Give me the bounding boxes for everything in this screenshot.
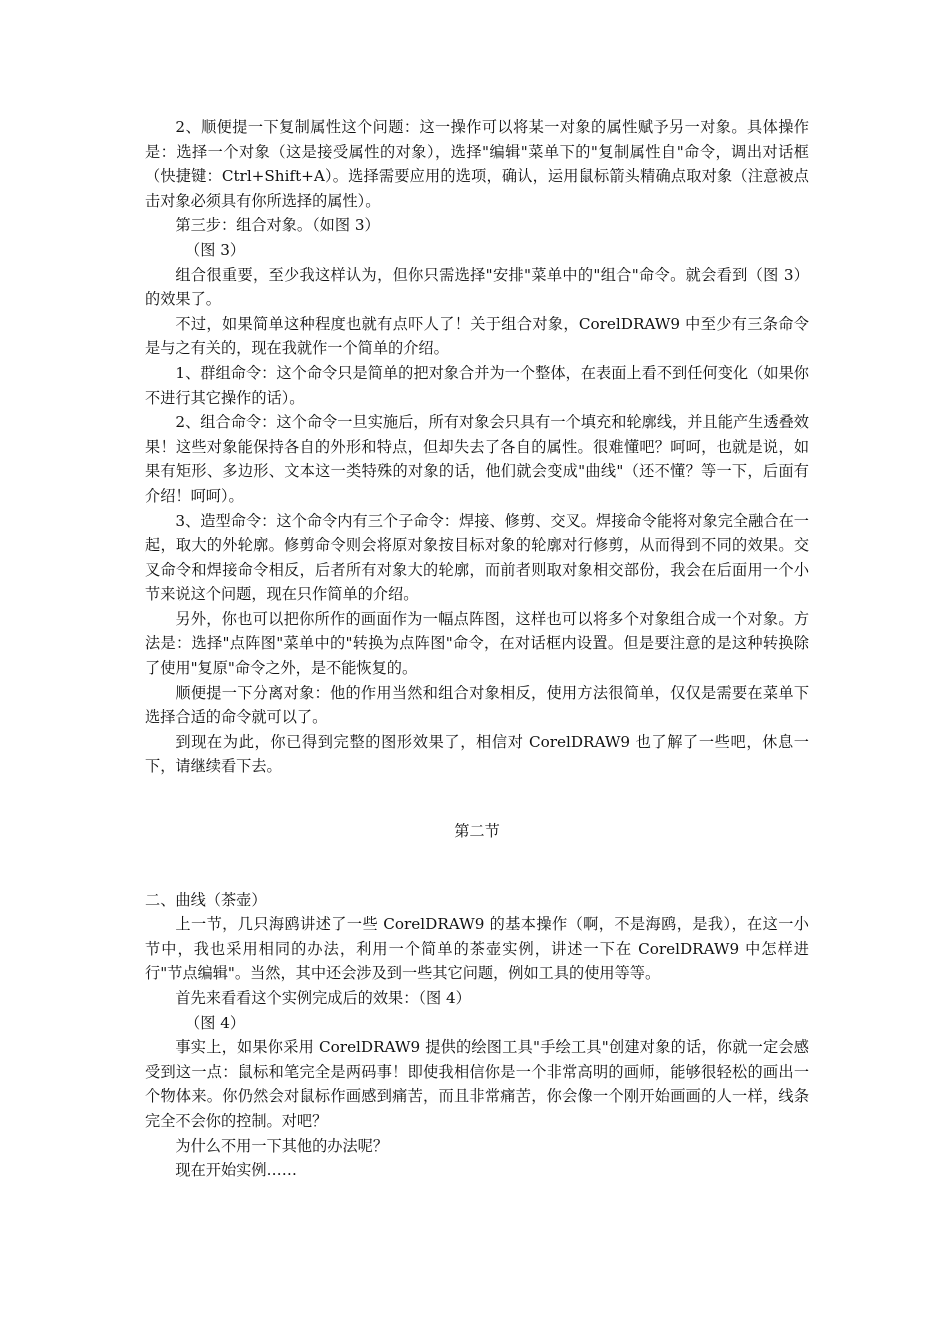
paragraph-step-three: 第三步：组合对象。（如图 3） xyxy=(175,216,380,235)
paragraph-break-apart: 顺便提一下分离对象：他的作用当然和组合对象相反，使用方法很简单，仅仅是需要在菜单下选择合适的命令就可以了。 xyxy=(145,683,809,727)
spacer xyxy=(145,844,809,888)
paragraph-rest: 到现在为此，你已得到完整的图形效果了，相信对 CorelDRAW9 也了解了一些吧，休息一下，请继续看下去。 xyxy=(145,732,809,776)
figure-4-caption: （图 4） xyxy=(185,1013,246,1032)
paragraph-see-result: 首先来看看这个实例完成后的效果：（图 4） xyxy=(175,989,471,1007)
paragraph-combine-command: 2、组合命令：这个命令一旦实施后，所有对象会只具有一个填充和轮廓线，并且能产生透叠效果！这些对象能保持各自的外形和特点，但却失去了各自的属性。很难懂吧？呵呵，也就是说，如果有矩形、多边形、文本这一类特殊的对象的话，他们就会变成"曲线"（还不懂？等一下，后面有介绍！呵呵）。 xyxy=(145,413,809,505)
paragraph-group-command: 1、群组命令：这个命令只是简单的把对象合并为一个整体，在表面上看不到任何变化（如果你不进行其它操作的话）。 xyxy=(145,363,809,407)
subsection-title: 二、曲线（茶壶） xyxy=(145,890,267,909)
section-title: 第二节 xyxy=(454,822,500,841)
paragraph-copy-properties: 2、顺便提一下复制属性这个问题：这一操作可以将某一对象的属性赋予另一对象。具体操作是：选择一个对象（这是接受属性的对象），选择"编辑"菜单下的"复制属性自"命令，调出对话框（快捷键：Ctrl+Shift+A）。选择需要应用的选项，确认，运用鼠标箭头精确点取对象（注意被点击对象必须具有你所选择的属性）。 xyxy=(145,118,809,210)
paragraph-previous-section: 上一节，几只海鸥讲述了一些 CorelDRAW9 的基本操作（啊，不是海鸥，是我），在这一小节中，我也采用相同的办法，利用一个简单的茶壶实例，讲述一下在 CorelDRAW9 中怎样进行"节点编辑"。当然，其中还会涉及到一些其它问题，例如工具的使用等等。 xyxy=(145,915,809,983)
paragraph-start-example: 现在开始实例…… xyxy=(175,1161,297,1180)
paragraph-why-not: 为什么不用一下其他的办法呢？ xyxy=(175,1136,389,1155)
paragraph-three-commands: 不过，如果简单这种程度也就有点吓人了！关于组合对象，CorelDRAW9 中至少有三条命令是与之有关的，现在我就作一个简单的介绍。 xyxy=(145,314,809,358)
paragraph-shaping-command: 3、造型命令：这个命令内有三个子命令：焊接、修剪、交叉。焊接命令能将对象完全融合在一起，取大的外轮廓。修剪命令则会将原对象按目标对象的轮廓对行修剪，从而得到不同的效果。交叉命令和焊接命令相反，后者所有对象大的轮廓，而前者则取对象相交部份，我会在后面用一个小节来说这个问题，现在只作简单的介绍。 xyxy=(145,511,809,604)
figure-3-caption: （图 3） xyxy=(185,240,246,259)
paragraph-combine-important: 组合很重要，至少我这样认为，但你只需选择"安排"菜单中的"组合"命令。就会看到（图 3）的效果了。 xyxy=(145,265,809,309)
document-page xyxy=(145,115,809,1183)
spacer xyxy=(145,779,809,799)
paragraph-bitmap-convert: 另外，你也可以把你所作的画面作为一幅点阵图，这样也可以将多个对象组合成一个对象。方法是：选择"点阵图"菜单中的"转换为点阵图"命令，在对话框内设置。但是要注意的是这种转换除了使用"复原"命令之外，是不能恢复的。 xyxy=(145,609,809,678)
paragraph-freehand-tool: 事实上，如果你采用 CorelDRAW9 提供的绘图工具"手绘工具"创建对象的话，你就一定会感受到这一点：鼠标和笔完全是两码事！即使我相信你是一个非常高明的画师，能够很轻松的画出一个物体来。你仍然会对鼠标作画感到痛苦，而且非常痛苦，你会像一个刚开始画画的人一样，线条完全不会你的控制。对吧？ xyxy=(145,1038,809,1130)
